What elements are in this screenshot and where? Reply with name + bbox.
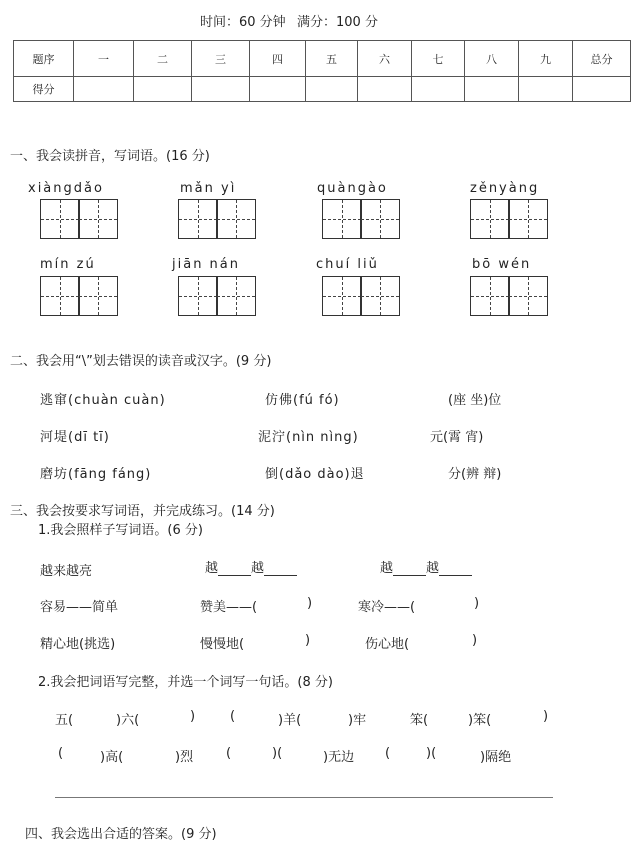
fill-prompt: 慢慢地(: [200, 637, 245, 652]
pinyin-label: mín zú: [40, 257, 96, 272]
writing-grid[interactable]: [178, 276, 256, 316]
word-fill: )隔绝: [480, 750, 512, 765]
writing-grid[interactable]: [178, 199, 256, 239]
fill-prompt: 伤心地(: [365, 637, 410, 652]
pinyin-label: zěnyàng: [470, 181, 540, 196]
fill-prompt: 赞美——(: [200, 600, 258, 615]
correction-item[interactable]: 磨坊(fāng fáng): [40, 467, 152, 482]
correction-item[interactable]: 分(辨 辩): [448, 467, 502, 482]
table-header-cell: 七: [412, 41, 465, 77]
word-fill: )笨(: [468, 713, 492, 728]
sub2-title: 2.我会把词语写完整，并选一个词写一句话。(8 分): [38, 675, 333, 690]
pattern-char: 越: [380, 561, 394, 576]
blank-line[interactable]: [439, 561, 472, 576]
pattern-char: 越: [251, 561, 265, 576]
table-header-cell: 五: [306, 41, 358, 77]
score-row-label: 得分: [14, 77, 74, 102]
writing-grid[interactable]: [470, 276, 548, 316]
correction-item[interactable]: 倒(dǎo dào)退: [265, 467, 365, 482]
word-fill: ): [190, 709, 196, 724]
word-fill: (: [58, 746, 64, 761]
table-header-cell: 总分: [573, 41, 631, 77]
word-fill: (: [385, 746, 391, 761]
word-fill: 五(: [55, 713, 74, 728]
word-fill: ): [543, 709, 549, 724]
score-cell[interactable]: [519, 77, 573, 102]
writing-grid[interactable]: [40, 276, 118, 316]
example-pair: 容易——简单: [40, 600, 119, 615]
score-cell[interactable]: [465, 77, 519, 102]
table-header-cell: 九: [519, 41, 573, 77]
word-fill: )(: [426, 746, 437, 761]
fill-close: ): [474, 596, 480, 611]
exam-full-score: 满分：100 分: [297, 15, 378, 30]
table-header-cell: 题序: [14, 41, 74, 77]
correction-item[interactable]: 泥泞(nìn nìng): [258, 430, 359, 445]
score-cell[interactable]: [192, 77, 250, 102]
score-cell[interactable]: [74, 77, 134, 102]
example-pair: 精心地(挑选): [40, 637, 116, 652]
table-header-cell: 二: [134, 41, 192, 77]
fill-pattern[interactable]: [380, 557, 472, 576]
answer-line[interactable]: [55, 797, 553, 798]
pinyin-label: quàngào: [317, 181, 388, 196]
sub1-title: 1.我会照样子写词语。(6 分): [38, 523, 203, 538]
table-header-cell: 四: [250, 41, 306, 77]
pinyin-label: mǎn yì: [180, 181, 237, 196]
score-cell[interactable]: [573, 77, 631, 102]
writing-grid[interactable]: [322, 199, 400, 239]
correction-item[interactable]: 河堤(dī tī): [40, 430, 110, 445]
fill-close: ): [305, 633, 311, 648]
section2-title: 二、我会用“\”划去错误的读音或汉字。(9 分): [10, 354, 272, 369]
pinyin-label: xiàngdǎo: [28, 181, 104, 196]
pinyin-label: bō wén: [472, 257, 532, 272]
score-cell[interactable]: [134, 77, 192, 102]
section3-title: 三、我会按要求写词语，并完成练习。(14 分): [10, 504, 275, 519]
correction-item[interactable]: (座 坐)位: [448, 393, 502, 408]
writing-grid[interactable]: [322, 276, 400, 316]
blank-line[interactable]: [218, 561, 251, 576]
score-table: [13, 40, 631, 102]
word-fill: )无边: [323, 750, 355, 765]
example-word: 越来越亮: [40, 564, 93, 579]
blank-line[interactable]: [264, 561, 297, 576]
word-fill: )羊(: [278, 713, 302, 728]
table-header-cell: 六: [358, 41, 412, 77]
score-cell[interactable]: [306, 77, 358, 102]
word-fill: 笨(: [410, 713, 429, 728]
word-fill: )六(: [116, 713, 140, 728]
correction-item[interactable]: 元(霄 宵): [430, 430, 484, 445]
score-cell[interactable]: [250, 77, 306, 102]
pinyin-label: jiān nán: [172, 257, 241, 272]
fill-prompt: 寒冷——(: [358, 600, 416, 615]
fill-close: ): [472, 633, 478, 648]
word-fill: )烈: [175, 750, 194, 765]
table-header-cell: 八: [465, 41, 519, 77]
exam-time: 时间：60 分钟: [200, 15, 286, 30]
writing-grid[interactable]: [40, 199, 118, 239]
table-header-cell: 三: [192, 41, 250, 77]
score-cell[interactable]: [358, 77, 412, 102]
correction-item[interactable]: 逃窜(chuàn cuàn): [40, 393, 166, 408]
word-fill: (: [230, 709, 236, 724]
pattern-char: 越: [205, 561, 219, 576]
word-fill: )高(: [100, 750, 124, 765]
fill-close: ): [307, 596, 313, 611]
blank-line[interactable]: [393, 561, 426, 576]
pattern-char: 越: [426, 561, 440, 576]
writing-grid[interactable]: [470, 199, 548, 239]
table-header-cell: 一: [74, 41, 134, 77]
section1-title: 一、我会读拼音，写词语。(16 分): [10, 149, 210, 164]
correction-item[interactable]: 仿佛(fú fó): [265, 393, 340, 408]
fill-pattern[interactable]: [205, 557, 297, 576]
section4-title: 四、我会选出合适的答案。(9 分): [25, 827, 217, 842]
score-cell[interactable]: [412, 77, 465, 102]
word-fill: (: [226, 746, 232, 761]
word-fill: )牢: [348, 713, 367, 728]
word-fill: )(: [272, 746, 283, 761]
pinyin-label: chuí liǔ: [316, 257, 379, 272]
